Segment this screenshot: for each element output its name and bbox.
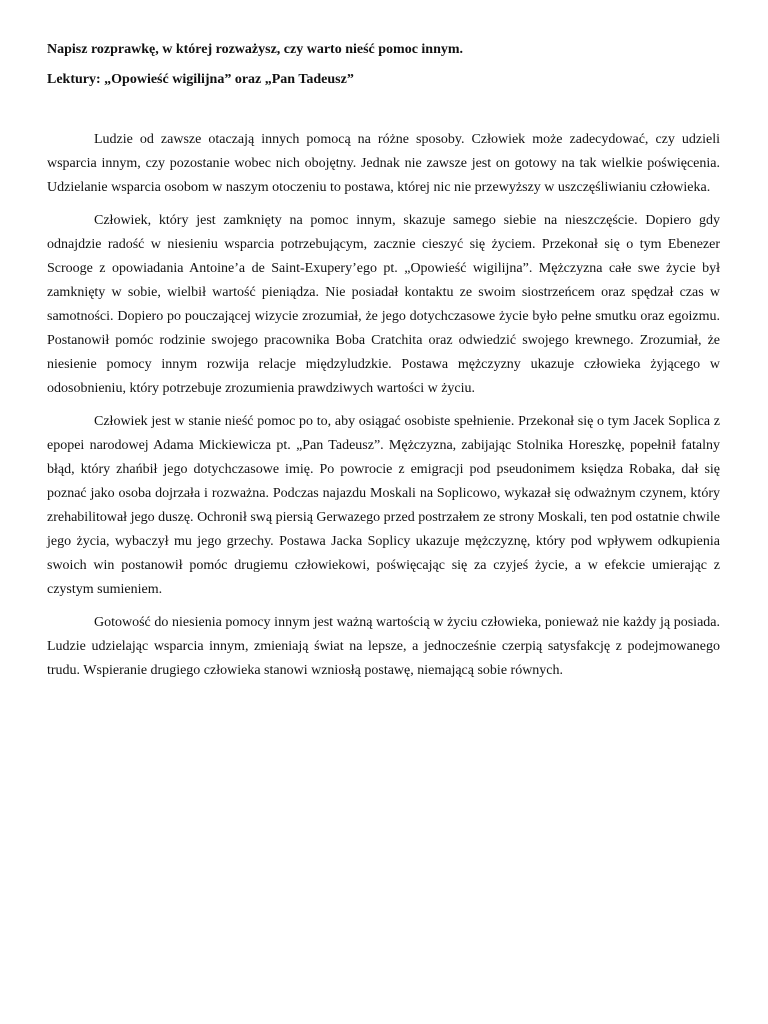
paragraph-conclusion: Gotowość do niesienia pomocy innym jest ważną wartością w życiu człowieka, ponieważ nie każdy ją posiada. Ludzie udzielając wsparcia innym, zmieniają świat na lepsze, a jednocześnie czerpią satysfakcję z podejmowanego trudu. Wspieranie drugiego człowieka stanowi wzniosłą postawę, niemającą sobie równych. [47, 615, 720, 678]
paragraph-argument-soplica: Człowiek jest w stanie nieść pomoc po to, aby osiągać osobiste spełnienie. Przekonał się o tym Jacek Soplica z epopei narodowej Adama Mickiewicza pt. „Pan Tadeusz”. Mężczyzna, zabijając Stolnika Horeszkę, popełnił fatalny błąd, który zhańbił jego dotychczasowe imię. Po powrocie z emigracji pod pseudonimem księdza Robaka, dał się poznać jako osoba dojrzała i rozważna. Podczas najazdu Moskali na Soplicowo, wykazał się odważnym czynem, który zrehabilitował jego duszę. Ochronił swą piersią Gerwazego przed postrzałem ze strony Moskali, ten pod ostatnie chwile jego życia, wybaczył mu jego grzechy. Postawa Jacka Soplicy ukazuje mężczyznę, który pod wpływem odkupienia swoich win postanowił pomóc drugiemu człowiekowi, poświęcając się za czyjeś życie, a w efekcie umierając z czystym sumieniem. [47, 414, 720, 597]
paragraph-introduction: Ludzie od zawsze otaczają innych pomocą na różne sposoby. Człowiek może zadecydować, czy udzieli wsparcia innym, czy pozostanie wobec nich obojętny. Jednak nie zawsze jest on gotowy na tak wielkie poświęcenia. Udzielanie wsparcia osobom w naszym otoczeniu to postawa, której nic nie przewyższy w uszczęśliwianiu człowieka. [47, 132, 720, 195]
essay-task-heading: Napisz rozprawkę, w której rozważysz, czy warto nieść pomoc innym. [47, 42, 464, 57]
document-page [47, 40, 720, 692]
readings-heading: Lektury: „Opowieść wigilijna” oraz „Pan Tadeusz” [47, 72, 354, 87]
paragraph-argument-scrooge: Człowiek, który jest zamknięty na pomoc innym, skazuje samego siebie na nieszczęście. Dopiero gdy odnajdzie radość w niesieniu wsparcia potrzebującym, zacznie cieszyć się życiem. Przekonał się o tym Ebenezer Scrooge z opowiadania Antoine’a de Saint-Exupery’ego pt. „Opowieść wigilijna”. Mężczyzna całe swe życie był zamknięty w sobie, wielbił wartość pieniądza. Nie posiadał kontaktu ze swoim siostrzeńcem oraz spędzał czas w samotności. Dopiero po pouczającej wizycie zrozumiał, że jego dotychczasowe życie było pełne smutku oraz egoizmu. Postanowił pomóc rodzinie swojego pracownika Boba Cratchita oraz odwiedzić swojego krewnego. Zrozumiał, że niesienie pomocy innym rozwija relacje międzyludzkie. Postawa mężczyzny ukazuje człowieka żyjącego w odosobnieniu, który potrzebuje zrozumienia prawdziwych wartości w życiu. [47, 213, 720, 396]
